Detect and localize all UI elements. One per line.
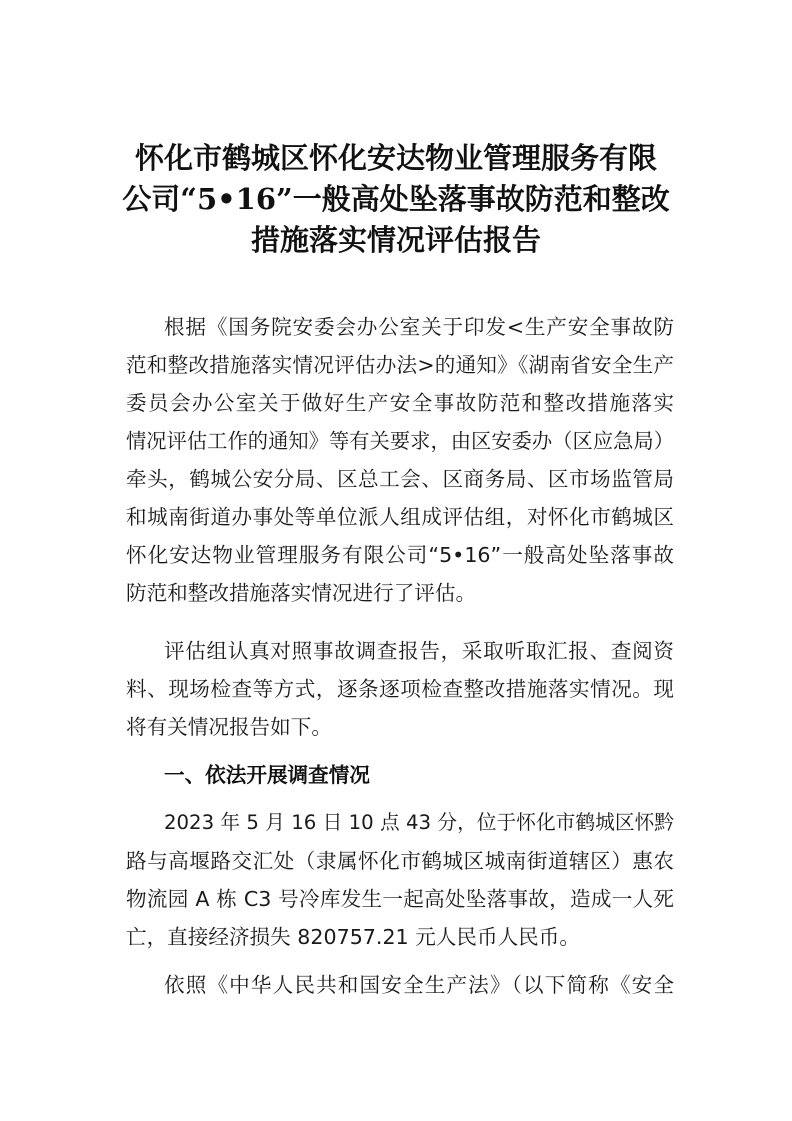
section-1-paragraph-1-line-2: 路与高堰路交汇处（隶属怀化市鹤城区城南街道辖区）惠农 xyxy=(126,849,674,873)
document-title-line-1: 怀化市鹤城区怀化安达物业管理服务有限 xyxy=(134,141,657,175)
document-title-line-3: 措施落实情况评估报告 xyxy=(250,223,541,257)
section-1-paragraph-1-line-3: 物流园 A 栋 C3 号冷库发生一起高处坠落事故，造成一人死 xyxy=(126,887,674,911)
section-1-heading: 一、依法开展调查情况 xyxy=(164,763,370,787)
paragraph-1-line-3: 委员会办公室关于做好生产安全事故防范和整改措施落实 xyxy=(126,391,674,415)
paragraph-1-line-7: 怀化安达物业管理服务有限公司“5•16”一般高处坠落事故 xyxy=(126,543,674,567)
paragraph-1-line-1: 根据《国务院安委会办公室关于印发<生产安全事故防 xyxy=(164,315,674,339)
paragraph-2-line-2: 料、现场检查等方式，逐条逐项检查整改措施落实情况。现 xyxy=(126,677,674,701)
section-1-paragraph-1-line-4: 亡，直接经济损失 820757.21 元人民币人民币。 xyxy=(126,925,580,949)
paragraph-2-line-3: 将有关情况报告如下。 xyxy=(126,715,332,739)
paragraph-2-line-1: 评估组认真对照事故调查报告，采取听取汇报、查阅资 xyxy=(164,639,674,663)
section-1-paragraph-2-line-1: 依照《中华人民共和国安全生产法》（以下简称《安全 xyxy=(164,973,674,997)
paragraph-1-line-5: 牵头，鹤城公安分局、区总工会、区商务局、区市场监管局 xyxy=(126,467,674,491)
paragraph-1-line-8: 防范和整改措施落实情况进行了评估。 xyxy=(126,581,477,605)
paragraph-1-line-6: 和城南街道办事处等单位派人组成评估组，对怀化市鹤城区 xyxy=(126,505,674,529)
paragraph-1-line-4: 情况评估工作的通知》等有关要求，由区安委办（区应急局） xyxy=(126,429,674,453)
document-title-line-2: 公司“5•16”一般高处坠落事故防范和整改 xyxy=(122,182,670,216)
section-1-paragraph-1-line-1: 2023 年 5 月 16 日 10 点 43 分，位于怀化市鹤城区怀黔 xyxy=(164,811,674,834)
paragraph-1-line-2: 范和整改措施落实情况评估办法>的通知》《湖南省安全生产 xyxy=(126,353,674,377)
